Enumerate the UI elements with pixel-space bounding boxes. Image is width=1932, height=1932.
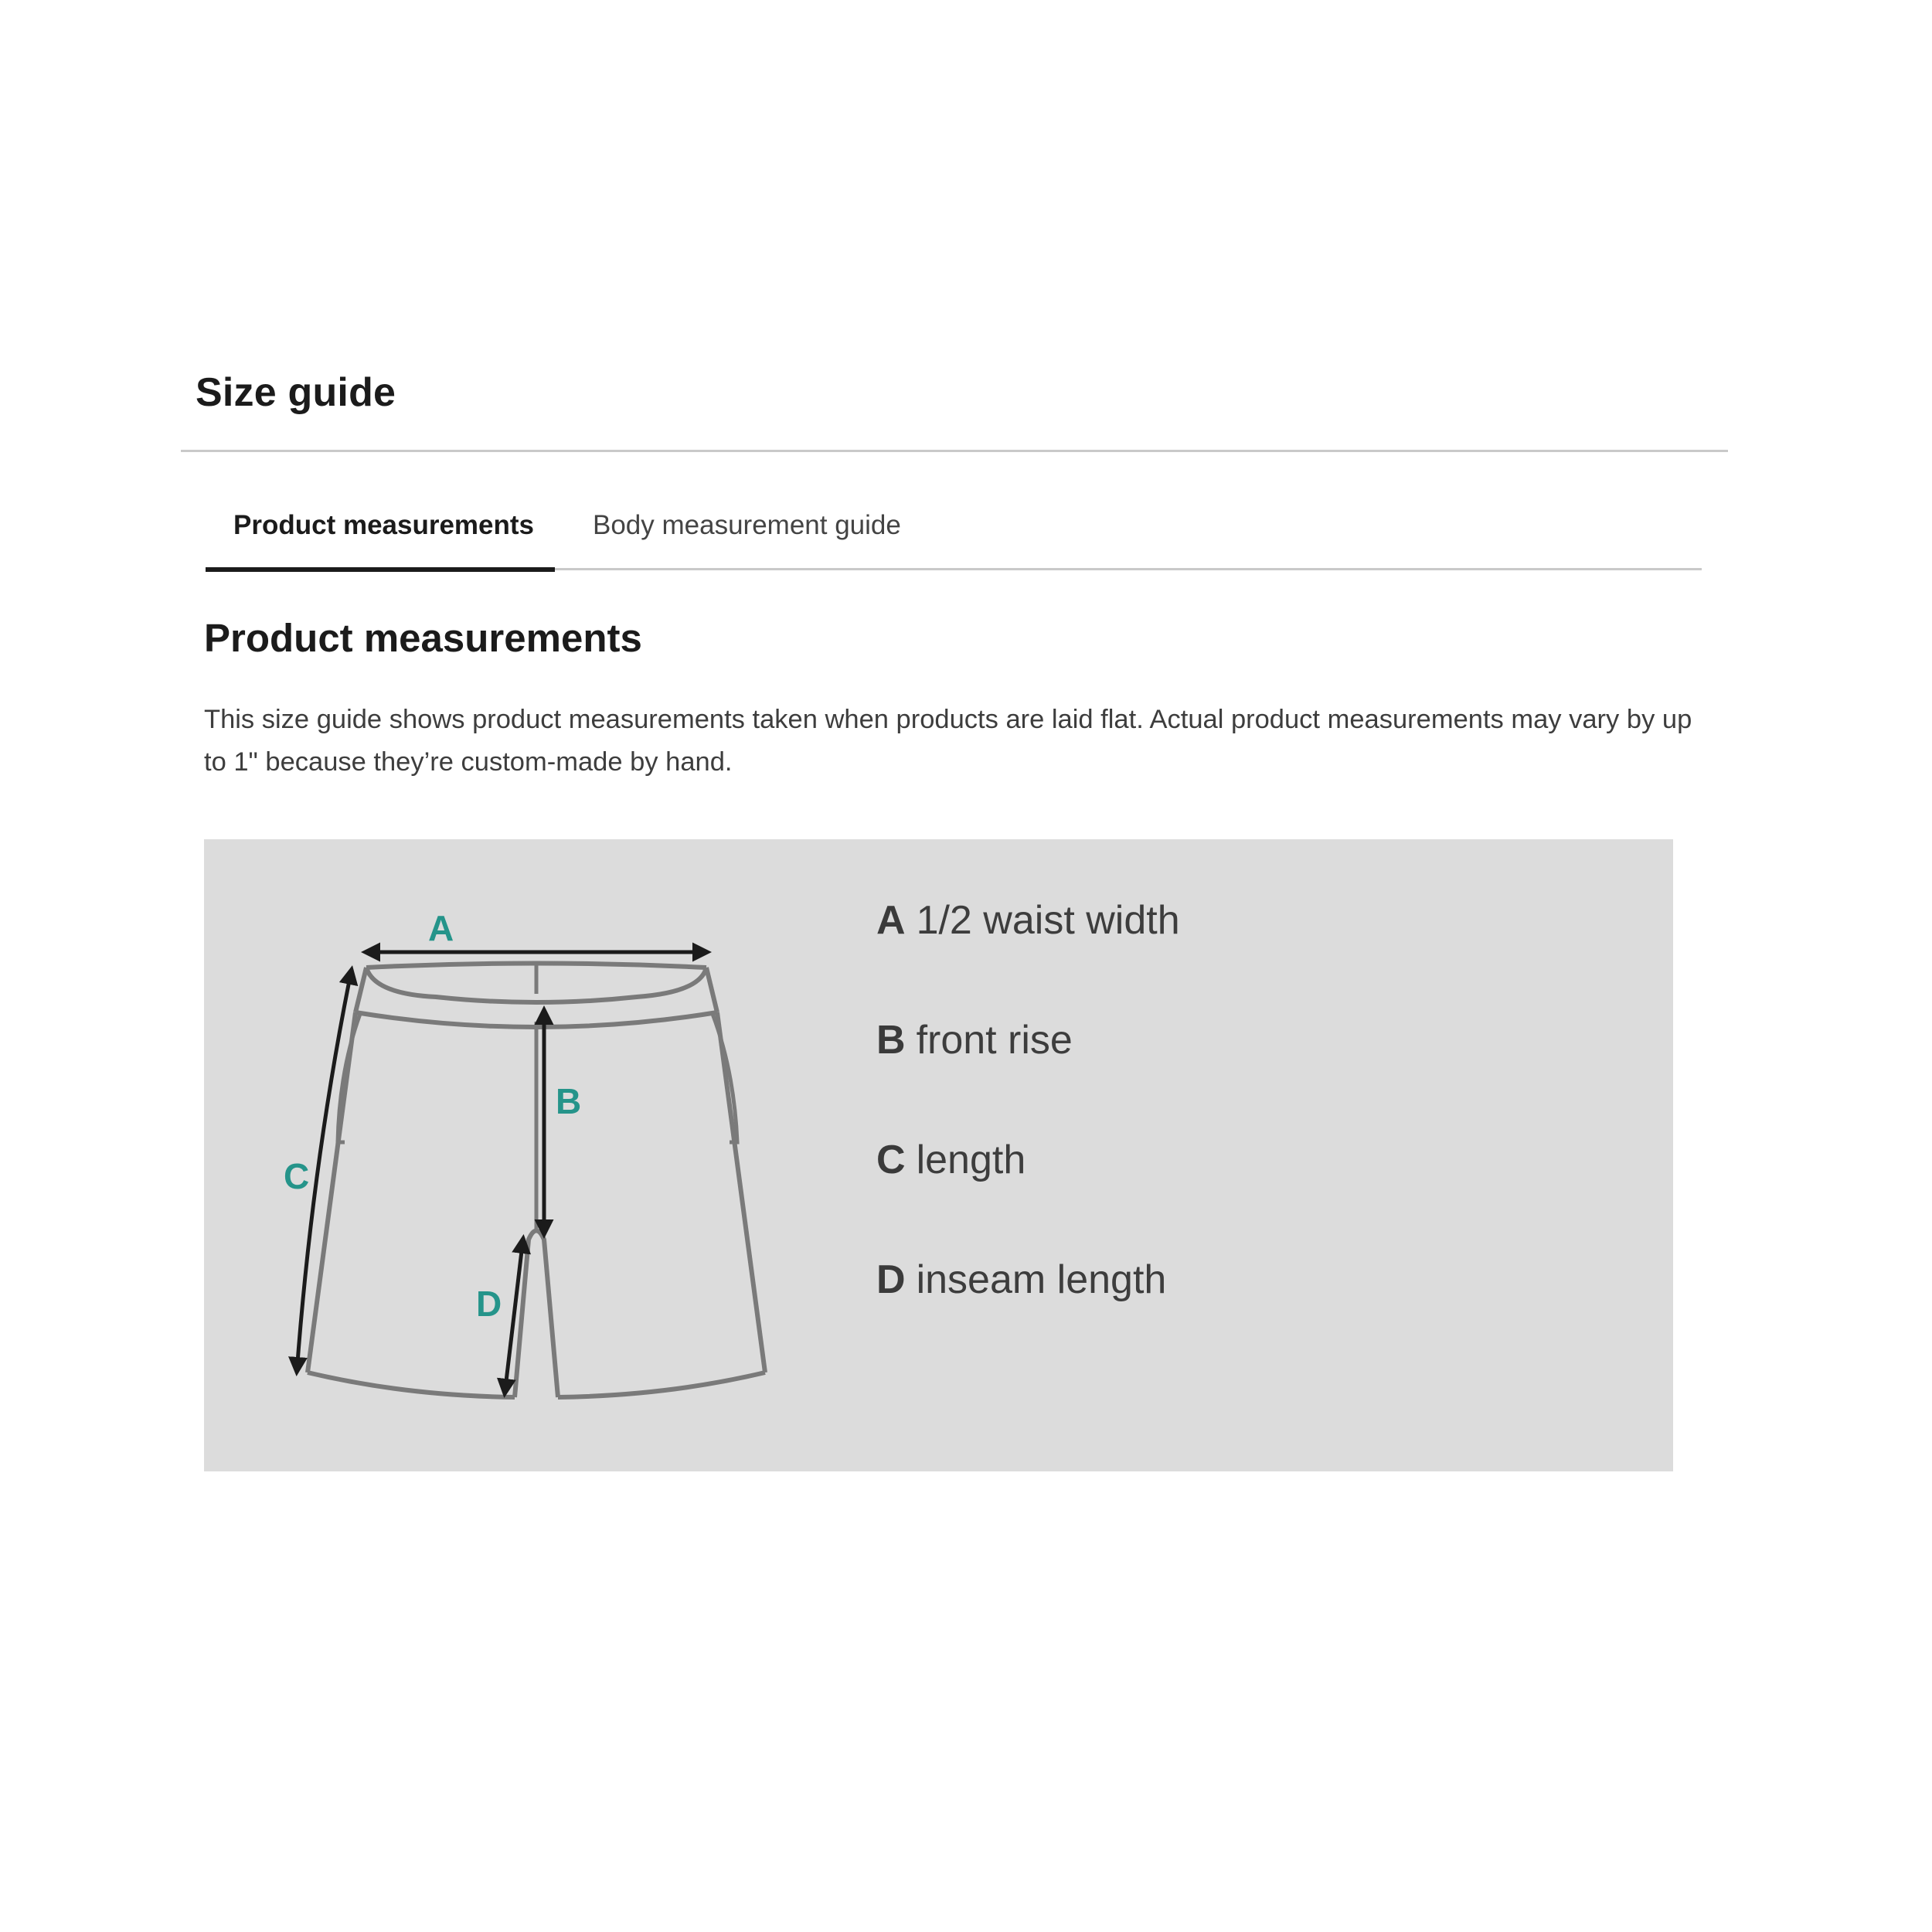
diagram-label-a: A — [428, 908, 454, 948]
legend-letter: D — [876, 1257, 906, 1302]
diagram-label-b: B — [556, 1081, 582, 1121]
section-heading: Product measurements — [204, 616, 642, 660]
legend-item-c — [876, 1137, 1026, 1183]
legend-text: inseam length — [916, 1257, 1167, 1302]
legend-text: length — [916, 1138, 1026, 1182]
header-divider — [181, 450, 1728, 452]
legend-letter: B — [876, 1018, 906, 1063]
legend-letter: C — [876, 1138, 906, 1182]
active-tab-indicator — [206, 567, 555, 572]
section-description: This size guide shows product measurements taken when products are laid flat. Actual product measurements may vary by up to 1" because they’re custom-made by hand. — [204, 705, 1692, 777]
legend-item-a — [876, 897, 1180, 944]
measurement-diagram-panel — [204, 839, 1673, 1471]
tab-body-measurement-guide[interactable]: Body measurement guide — [593, 510, 901, 540]
tab-bar — [206, 495, 1702, 572]
diagram-label-c: C — [284, 1156, 310, 1196]
legend-text: 1/2 waist width — [916, 898, 1180, 943]
tab-product-measurements[interactable]: Product measurements — [233, 510, 535, 540]
diagram-label-d: D — [476, 1284, 502, 1324]
legend-text: front rise — [916, 1018, 1073, 1063]
legend-item-d — [876, 1257, 1166, 1303]
legend-item-b — [876, 1017, 1073, 1063]
page-title: Size guide — [196, 370, 396, 415]
legend-letter: A — [876, 898, 906, 943]
shorts-outline — [308, 963, 765, 1397]
